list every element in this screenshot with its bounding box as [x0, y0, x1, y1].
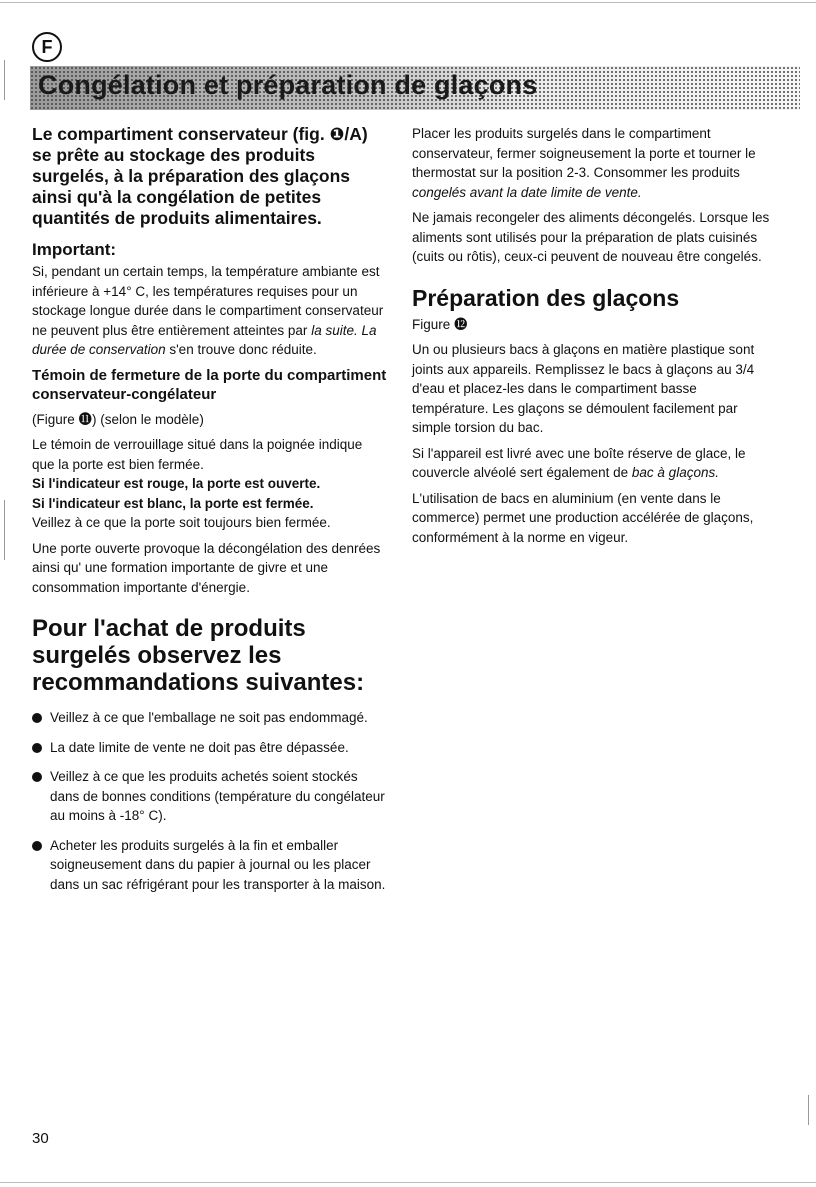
ice-box-text: Si l'appareil est livré avec une boîte réserve de glace, le couvercle alvéolé sert également de	[412, 445, 746, 480]
indicator-red-text: Si l'indicateur est rouge, la porte est ouverte.	[32, 476, 321, 491]
storage-paragraph	[412, 124, 772, 202]
storage-text: Placer les produits surgelés dans le compartiment conservateur, fermer soigneusement la porte et tourner le thermostat sur la position 2-3. Consommer les produits	[412, 126, 756, 180]
door-indicator-text: Le témoin de verrouillage situé dans la poignée indique que la porte est bien fermée.	[32, 437, 363, 472]
margin-mark	[4, 500, 5, 560]
figure-reference: (Figure ⓫) (selon le modèle)	[32, 411, 204, 427]
purchase-heading: Pour l'achat de produits surgelés observez les recommandations suivantes:	[32, 615, 365, 696]
list-item: Veillez à ce que les produits achetés soient stockés dans de bonnes conditions (température du congélateur au moins à -18° C).	[32, 767, 388, 826]
important-text-2: s'en trouve donc réduite.	[169, 342, 317, 357]
important-heading: Important:	[32, 240, 117, 259]
language-badge: F	[32, 32, 62, 62]
list-item: Acheter les produits surgelés à la fin et emballer soigneusement dans du papier à journal ou les placer dans un sac réfrigérant pour les transporter à la maison.	[32, 836, 388, 895]
door-indicator-heading: Témoin de fermeture de la porte du compartiment conservateur-congélateur	[32, 366, 387, 403]
door-indicator-paragraph	[32, 435, 388, 533]
top-rule	[0, 2, 816, 3]
important-text-1: Si, pendant un certain temps, la température ambiante est inférieure à +14° C, les températures requises pour un stockage longue durée dans le compartiment conservateur ne peuvent plus être entièrement atteintes par	[32, 264, 384, 338]
intro-paragraph: Le compartiment conservateur (fig. ❶/A) se prête au stockage des produits surgelés, à la préparation des glaçons ainsi qu'à la congélation de petites quantités de produits alimentaires.	[32, 124, 368, 228]
refreeze-paragraph: Ne jamais recongeler des aliments décongelés. Lorsque les aliments sont utilisés pour la préparation de plats cuisinés (cuits ou rôtis), ceux-ci peuvent de nouveau être congelés.	[412, 210, 770, 264]
open-door-paragraph: Une porte ouverte provoque la décongélation des denrées ainsi qu' une formation importante de givre et une consommation importante d'énergie.	[32, 540, 381, 595]
aluminium-paragraph: L'utilisation de bacs en aluminium (en vente dans le commerce) permet une production accélérée de glaçons, conformément à la norme en vigeur.	[412, 490, 754, 545]
section-title: Congélation et préparation de glaçons	[38, 70, 538, 100]
right-column	[412, 124, 772, 553]
left-column	[32, 124, 388, 904]
important-text-italic: la suite. La durée de conservation	[32, 322, 377, 357]
indicator-white-text: Si l'indicateur est blanc, la porte est fermée.	[32, 495, 314, 511]
page-number: 30	[32, 1130, 49, 1147]
door-check-text: Veillez à ce que la porte soit toujours bien fermée.	[32, 515, 331, 530]
ice-tray-paragraph: Un ou plusieurs bacs à glaçons en matière plastique sont joints aux appareils. Remplissez le bacs à glaçons au 3/4 d'eau et placez-les dans le compartiment basse température. Les glaçons se démoulent facilement par simple torsion du bac.	[412, 342, 755, 435]
storage-text-italic: congelés avant la date limite de vente.	[412, 184, 642, 200]
section-banner	[30, 66, 800, 110]
bottom-rule	[0, 1182, 816, 1183]
important-paragraph	[32, 262, 388, 360]
ice-heading: Préparation des glaçons	[412, 284, 680, 311]
list-item: Veillez à ce que l'emballage ne soit pas endommagé.	[32, 708, 388, 728]
purchase-bullet-list	[32, 708, 388, 894]
margin-mark	[808, 1095, 809, 1125]
list-item: La date limite de vente ne doit pas être dépassée.	[32, 738, 388, 758]
ice-box-text-italic: bac à glaçons.	[631, 465, 719, 480]
figure-reference: Figure ⓬	[412, 316, 468, 332]
ice-box-paragraph	[412, 444, 772, 483]
margin-mark	[4, 60, 5, 100]
